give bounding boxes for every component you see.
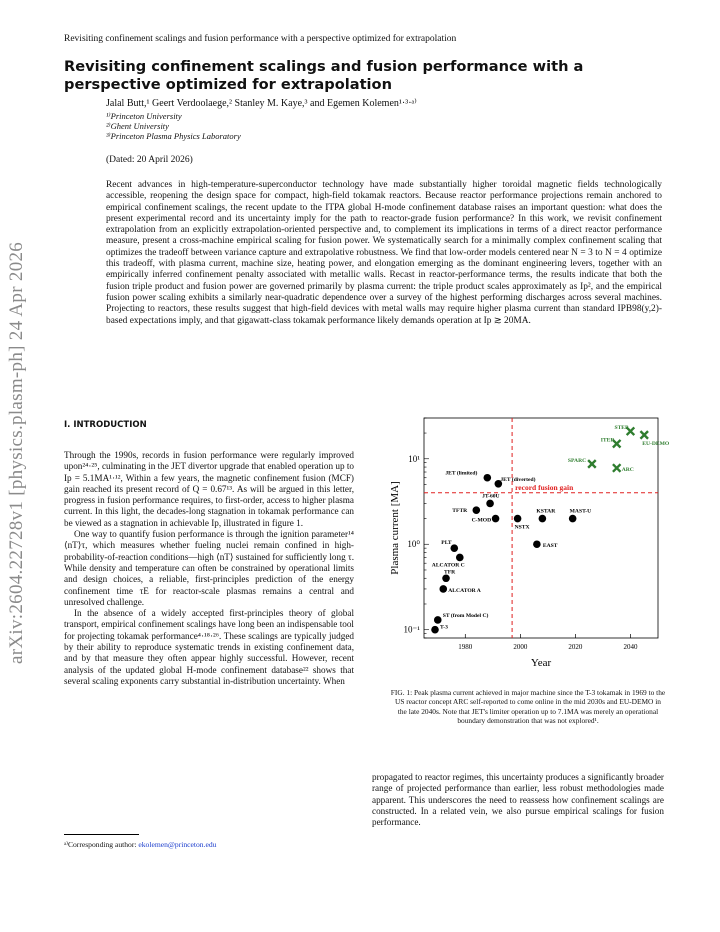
- point-label: NSTX: [514, 524, 530, 531]
- point-label: C-MOD: [471, 517, 492, 524]
- x-tick-label: 1980: [458, 643, 473, 651]
- running-head: Revisiting confinement scalings and fusion performance with a perspective optimized for extrapolation: [64, 34, 457, 44]
- data-point: [569, 515, 577, 523]
- point-label: KSTAR: [536, 508, 556, 515]
- x-axis-label: Year: [530, 657, 552, 669]
- plasma-current-chart: [380, 410, 670, 675]
- point-label: STEP: [614, 425, 629, 432]
- data-point: [492, 515, 500, 523]
- point-label: T-3: [440, 624, 448, 631]
- point-label: TFTR: [452, 508, 468, 515]
- point-label: ST (from Model C): [442, 612, 489, 619]
- dated-line: (Dated: 20 April 2026): [106, 155, 193, 165]
- y-tick-label: 10⁰: [407, 539, 420, 550]
- point-label: PLT: [441, 540, 452, 547]
- intro-paragraph: One way to quantify fusion performance is through the ignition parameter¹⁴ ⟨nT⟩τ, which measures whether fueling nuclei remain confined in high-probability-of-reaction conditions—high ⟨nT⟩ sustained for sufficiently long τ. While density and temperature can often be constrained by operational limits and design choices, a reliable, first-principles prediction of the energy confinement time τE for reactor-scale plasmas remains a central and unresolved challenge.: [64, 529, 354, 607]
- point-label: JT-60U: [482, 493, 500, 500]
- data-point: [514, 515, 522, 523]
- x-tick-label: 2040: [623, 643, 638, 651]
- data-point: [434, 616, 442, 624]
- point-label: MAST-U: [569, 508, 592, 515]
- intro-column-right: propagated to reactor regimes, this uncertainty produces a significantly broader range of projected performance than earlier, less robust methodologies made apparent. This underscores the need to reassess how confinement scalings are constructed. In a related vein, we also pursue empirical scalings for fusion performance.: [372, 772, 664, 828]
- x-tick-label: 2000: [513, 643, 528, 651]
- data-point: [613, 464, 621, 472]
- intro-column-left: [64, 450, 354, 687]
- data-point: [484, 474, 492, 482]
- point-label: JET (limited): [445, 470, 478, 477]
- point-label: ALCATOR C: [431, 562, 465, 569]
- arxiv-sidebar-id: arXiv:2604.22728v1 [physics.plasm-ph] 24 Apr 2026: [6, 241, 27, 664]
- data-point: [640, 431, 648, 439]
- intro-paragraph: In the absence of a widely accepted first-principles theory of global transport, empirical confinement scalings have long been an indispensable tool for projecting tokamak performance⁴·¹⁸·²⁶. These scalings are typically judged by their ability to reproduce systematic trends in existing confinement data, and by that measure they often appear highly successful. However, recent analysis of the updated global H-mode confinement database²² shows that several scaling exponents carry substantial in-distribution uncertainty. When: [64, 608, 354, 686]
- y-tick-label: 10⁻¹: [403, 624, 420, 635]
- abstract: Recent advances in high-temperature-superconductor technology have made substantially higher toroidal magnetic fields technologically accessible, reopening the design space for compact, high-field tokamak reactors. Because reactor performance projections remain anchored to empirical confinement scalings, the recent update to the ITPA global H-mode confinement database raises an important question: what does the present experimental record and its uncertainty imply for the path to reactor-grade fusion performance? In this work, we revisit confinement extrapolation from an explicitly extrapolation-oriented perspective and, to complement its implications in terms of a direct reactor performance measure, present a cross-machine empirical scaling for fusion power. We systematically search for a minimally complex confinement scaling that optimizes the tradeoff between variance capture and extrapolative robustness. We find that low-order models centered near N = 3 to N = 4 optimize this tradeoff, with plasma current, machine size, heating power, and elongation emerging as the dominant engineering levers, together with an empirically inferred confinement penalty associated with metallic walls. Recast in reactor-performance terms, the results indicate that both the fusion triple product and fusion power are governed primarily by plasma current: the triple product scales approximately as Ip², and the empirical fusion power scaling exhibits a similarly near-quadratic dependence over a survey of the highest performing discharges across several machines. Projecting to reactors, these results suggest that high-field devices with metal walls may require higher plasma current than standard IPB98(y,2)-based expectations imply, and that gigawatt-class tokamak performance likely demands operation at Ip ≳ 20MA.: [106, 180, 662, 326]
- figure-1: [380, 410, 670, 675]
- x-tick-label: 2020: [568, 643, 583, 651]
- point-label: ARC: [621, 467, 634, 474]
- data-point: [539, 515, 547, 523]
- affiliation-3: ³⁾Princeton Plasma Physics Laboratory: [106, 131, 241, 141]
- data-point: [439, 585, 447, 593]
- section-heading: I. INTRODUCTION: [64, 420, 147, 430]
- figure-caption: FIG. 1: Peak plasma current achieved in major machine since the T-3 tokamak in 1969 to the US reactor concept ARC self-reported to come online in the mid 2030s and EU-DEMO in the late 2040s. Note that JET's limiter operation up to 7.1MA was merely an operational boundary demonstration that was not explored¹.: [390, 688, 666, 726]
- author-email-link[interactable]: ekolemen@princeton.edu: [138, 840, 217, 849]
- footnote-divider: [64, 834, 139, 835]
- y-axis-label: Plasma current [MA]: [389, 481, 401, 575]
- point-label: ALCATOR A: [448, 587, 481, 594]
- affiliation-2: ²⁾Ghent University: [106, 121, 169, 131]
- point-label: JET (diverted): [500, 476, 536, 483]
- paper-title: Revisiting confinement scalings and fusion performance with a perspective optimized for extrapolation: [64, 58, 584, 93]
- author-list: Jalal Butt,¹ Geert Verdoolaege,² Stanley M. Kaye,³ and Egemen Kolemen¹·³·ᵃ⁾: [106, 98, 417, 109]
- corresponding-author-footnote: [64, 840, 216, 849]
- point-label: ITER: [600, 437, 615, 444]
- data-point: [486, 500, 494, 508]
- point-label: EU-DEMO: [642, 440, 670, 447]
- plot-frame: [424, 418, 658, 638]
- intro-paragraph: Through the 1990s, records in fusion performance were regularly improved upon²⁴·²⁵, culminating in the JET divertor upgrade that enabled operation up to Ip = 5.1MA¹·¹², Within a few years, the magnetic confinement fusion (MCF) gain reached its present record of Q = 0.67¹³. As will be argued in this letter, progress in fusion performance requires, to first-order, access to higher plasma current. In this light, the decades-long stagnation in tokamak performance can be viewed as a stagnation in achievable Ip, illustrated in figure 1.: [64, 450, 354, 528]
- data-point: [473, 506, 481, 514]
- affiliation-1: ¹⁾Princeton University: [106, 111, 182, 121]
- data-point: [456, 554, 464, 562]
- data-point: [588, 460, 596, 468]
- y-tick-label: 10¹: [408, 453, 420, 464]
- footnote-label: ᵃ⁾Corresponding author:: [64, 840, 139, 849]
- data-point: [442, 574, 450, 582]
- point-label: SPARC: [567, 457, 587, 464]
- data-point: [533, 540, 541, 548]
- point-label: EAST: [542, 543, 558, 550]
- data-point: [431, 626, 439, 634]
- point-label: TFR: [444, 569, 456, 576]
- record-label: record fusion gain: [515, 482, 574, 492]
